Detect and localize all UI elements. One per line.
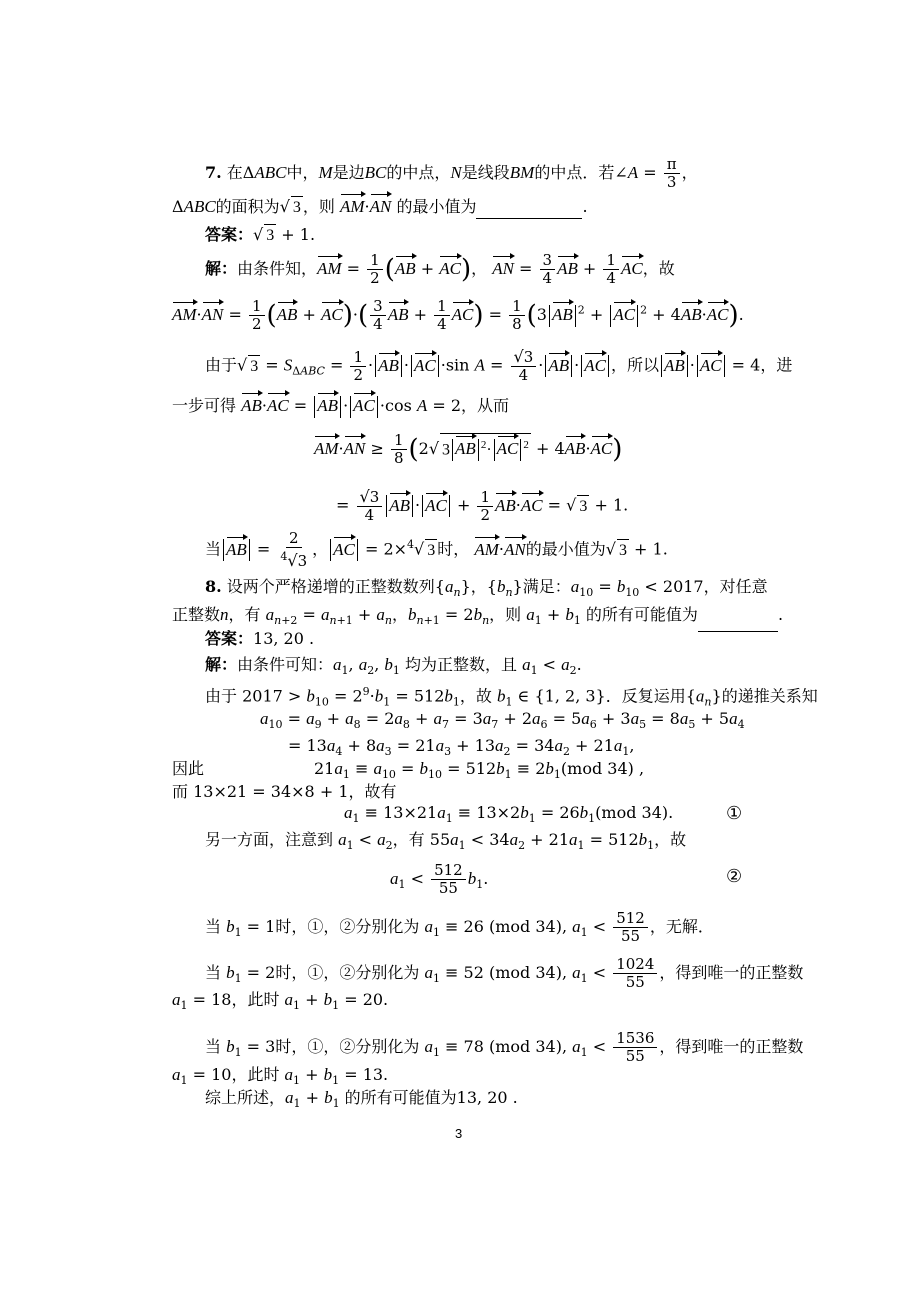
equation-marker-1: ① — [726, 803, 743, 824]
problem7-sol-l5: AM·AN ≥ $\frac{1}{8}$ (2√ 3 AB $^2$· AC $^2$ + 4AB·AC) — [314, 431, 623, 467]
problem7-line2: ΔABC的面积为√ 3 ，则 AM·AN 的最小值为 . — [172, 193, 588, 219]
problem8-sol-l4: = $13a_4 + 8a_3 = 21a_3 + 13a_2 = 34a_2 + 21a_1$, — [288, 736, 635, 759]
problem8-sol-l2: 由于 $2017 > b_{10} = 2^9\cdot b_1 = 512b_1$，故 $b_1$ ∈ {1, 2, 3}．反复运用$\{a_n\}$的递推关系知 — [205, 685, 818, 709]
problem8-line2: 正整数n，有 $a_{n+2} = a_{n+1} + a_n$，$b_{n+1} = 2b_n$，则 $a_1 + b_1$ 的所有可能值为 . — [172, 604, 783, 632]
problem8-sol-l5b: $21a_1 \equiv a_{10} = b_{10} = 512b_1 \equiv 2b_1(mod$ 34) , — [314, 759, 645, 782]
problem8-case2b: $a_1 = 18$，此时 $a_1 + b_1 = 20$. — [172, 990, 389, 1013]
problem7-sol-l1: 解：由条件知，AM = $\frac{1}{2}$ (AB + AC)， AN = $\frac{3}{4}$ AB + $\frac{1}{4}$ AC，故 — [205, 251, 675, 287]
problem8-sol-l5a: 因此 — [172, 759, 205, 778]
problem8-sol-l6: 而 13×21 = 34×8 + 1，故有 — [172, 782, 397, 801]
problem8-sol-l7: $a_1 \equiv 13\times 21a_1 \equiv 13\times 2b_1 = 26b_1(mod$ 34). — [344, 803, 674, 826]
problem7-sol-l6: = $\frac{√3}{4}$ AB · AC + $\frac{1}{2}$ AB·AC = √ 3 + 1. — [336, 487, 629, 524]
problem8-line1: 8. 设两个严格递增的正整数数列$\{a_n\}$，$\{b_n\}$满足：$a_{10} = b_{10} < 2017$，对任意 — [205, 577, 768, 600]
problem8-answer: 答案：13, 20 . — [205, 629, 315, 648]
problem7-number: 7. — [205, 163, 222, 182]
problem8-sol-l1: 解：由条件可知：$a_1$, $a_2$, $b_1$ 均为正整数，且 $a_1 < a_2$. — [205, 655, 582, 678]
problem8-conclusion: 综上所述，$a_1 + b_1$ 的所有可能值为13, 20 . — [205, 1088, 518, 1111]
problem7-answer: 答案：√ 3 + 1. — [205, 224, 315, 247]
problem7-sol-l7: 当 AB = $\frac{2}{^4√3}$ ， AC = 2×$^4$√ 3 时， AM·AN的最小值为√ 3 + 1. — [205, 529, 668, 570]
problem7-sol-l4: 一步可得 AB·AC = AB · AC ·cos A = 2，从而 — [172, 392, 509, 418]
problem7-sol-l3: 由于√ $3 = S_{\Delta ABC}$ = $\frac{1}{2}$ · AB · AC ·sin A = $\frac{√3}{4}$ · AB · AC ，所以 AB · AC = 4，进 — [205, 347, 793, 384]
problem8-sol-l8: 另一方面，注意到 $a_1 < a_2$，有 $55a_1 < 34a_2 + 21a_1 = 512b_1$，故 — [205, 830, 687, 853]
problem8-case3b: $a_1 = 10$，此时 $a_1 + b_1 = 13$. — [172, 1065, 389, 1088]
problem8-case3a: 当 $b_1 = 3$时，①，②分别化为 $a_1 \equiv 78$ (mod 34), $a_1$ < $\frac{1536}{55}$ ，得到唯一的正整数 — [205, 1029, 804, 1065]
problem7-sol-l2: AM·AN = $\frac{1}{2}$ (AB + AC)·( $\frac{3}{4}$ AB + $\frac{1}{4}$ AC) = $\frac{1}{8}$ (3 AB $^2$ + AC $^2$ + 4AB·AC). — [172, 297, 744, 333]
problem8-case2a: 当 $b_1 = 2$时，①，②分别化为 $a_1 \equiv 52$ (mod 34), $a_1$ < $\frac{1024}{55}$ ，得到唯一的正整数 — [205, 955, 804, 991]
problem8-sol-l3: $a_{10} = a_9 + a_8 = 2a_8 + a_7 = 3a_7 + 2a_6 = 5a_6 + 3a_5 = 8a_5 + 5a_4$ — [260, 709, 745, 732]
problem8-case1: 当 $b_1 = 1$时，①，②分别化为 $a_1 \equiv 26$ (mod 34), $a_1$ < $\frac{512}{55}$ ，无解． — [205, 909, 714, 945]
equation-marker-2: ② — [726, 866, 743, 887]
problem8-sol-l9: $a_1$ < $\frac{512}{55}$ $b_1$. — [390, 861, 489, 897]
problem8-number: 8. — [205, 577, 222, 596]
problem7-line1: 7. 在ΔABC中，M是边BC的中点，N是线段BM的中点．若∠A = $\frac{\pi}{3}$ ， — [205, 155, 698, 191]
page-number: 3 — [455, 1126, 463, 1141]
